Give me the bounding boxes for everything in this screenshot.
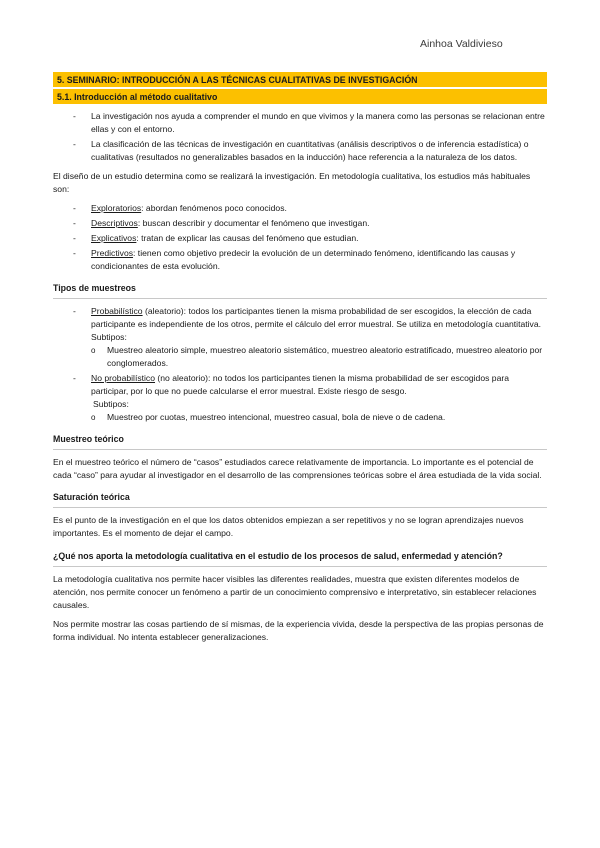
term-description: : tienen como objetivo predecir la evolución de un determinado fenómeno, identificando las causas y condicionantes de esta evolución.	[91, 248, 516, 271]
subtipos-label: Subtipos:	[93, 399, 129, 409]
term-predictivos: Predictivos	[91, 248, 134, 258]
subtype-item: o Muestreo aleatorio simple, muestreo aleatorio sistemático, muestreo aleatorio estratificado, muestreo aleatorio por conglomerados.	[53, 344, 547, 370]
sampling-list	[53, 305, 547, 424]
subtypes-list	[53, 344, 547, 370]
section-heading-main: 5. SEMINARIO: INTRODUCCIÓN A LAS TÉCNICAS CUALITATIVAS DE INVESTIGACIÓN	[53, 72, 547, 87]
intro-list	[53, 110, 547, 164]
term-description: : abordan fenómenos poco conocidos.	[141, 203, 287, 213]
list-item: - La investigación nos ayuda a comprender el mundo en que vivimos y la manera como las personas se relacionan entre ellas y con el entorno.	[53, 110, 547, 136]
list-item	[53, 247, 547, 273]
section-heading-sub: 5.1. Introducción al método cualitativo	[53, 89, 547, 104]
theoretical-sampling-heading: Muestreo teórico	[53, 430, 547, 450]
list-item: - La clasificación de las técnicas de investigación en cuantitativas (análisis descriptivos o de inferencia estadística) o cualitativas (resultados no generalizables basados en la inducción) hace referencia a la naturaleza de los datos.	[53, 138, 547, 164]
term-no-probabilistico: No probabilístico	[91, 373, 156, 383]
term-description: (aleatorio): todos los participantes tienen la misma probabilidad de ser escogidos, la elección de cada participante es independiente de los otros, permite el cálculo del error muestral. Se utiliza en metodología cuantitativa. Subtipos:	[91, 306, 541, 342]
term-description: (no aleatorio): no todos los participantes tienen la misma probabilidad de ser escogidos para participar, por lo que no puede calcularse el error muestral. Existe riesgo de sesgo.	[91, 373, 509, 396]
theoretical-sampling-text: En el muestreo teórico el número de “casos” estudiados carece relativamente de importancia. Lo importante es el potencial de cada “caso” para ayudar al investigador en el desarrollo de las comprensiones teóricas sobre el área estudiada de la vida social.	[53, 457, 542, 480]
author-name: Ainhoa Valdivieso	[420, 38, 503, 50]
contribution-heading: ¿Qué nos aporta la metodología cualitativa en el estudio de los procesos de salud, enfermedad y atención?	[53, 546, 547, 567]
term-description: : tratan de explicar las causas del fenómeno que estudian.	[136, 233, 359, 243]
study-types-list	[53, 202, 547, 273]
subtypes-list	[53, 411, 547, 424]
sampling-heading: Tipos de muestreos	[53, 279, 547, 299]
list-item	[53, 305, 547, 370]
term-probabilistico: Probabilístico	[91, 306, 143, 316]
term-explicativos: Explicativos	[91, 233, 137, 243]
document-body	[53, 72, 547, 650]
list-item	[53, 232, 547, 245]
list-item	[53, 372, 547, 424]
contribution-paragraph-2: Nos permite mostrar las cosas partiendo de sí mismas, de la experiencia vivida, desde la perspectiva de las propias personas de forma individual. No intenta establecer generalizaciones.	[53, 619, 544, 642]
term-exploratorios: Exploratorios	[91, 203, 142, 213]
list-item	[53, 217, 547, 230]
subtype-item: o Muestreo por cuotas, muestreo intencional, muestreo casual, bola de nieve o de cadena.	[53, 411, 547, 424]
design-paragraph: El diseño de un estudio determina como se realizará la investigación. En metodología cualitativa, los estudios más habituales son:	[53, 171, 531, 194]
theoretical-saturation-heading: Saturación teórica	[53, 488, 547, 508]
list-item	[53, 202, 547, 215]
contribution-paragraph-1: La metodología cualitativa nos permite hacer visibles las diferentes realidades, muestra que existen diferentes modelos de atención, nos permite conocer un fenómeno a partir de un conocimiento comprensivo e interpretativo, sin establecer relaciones causales.	[53, 574, 537, 610]
term-descriptivos: Descriptivos	[91, 218, 138, 228]
theoretical-saturation-text: Es el punto de la investigación en el que los datos obtenidos empiezan a ser repetitivos y no se logran aprendizajes nuevos importantes. Es el momento de dejar el campo.	[53, 515, 524, 538]
term-description: : buscan describir y documentar el fenómeno que investigan.	[137, 218, 370, 228]
